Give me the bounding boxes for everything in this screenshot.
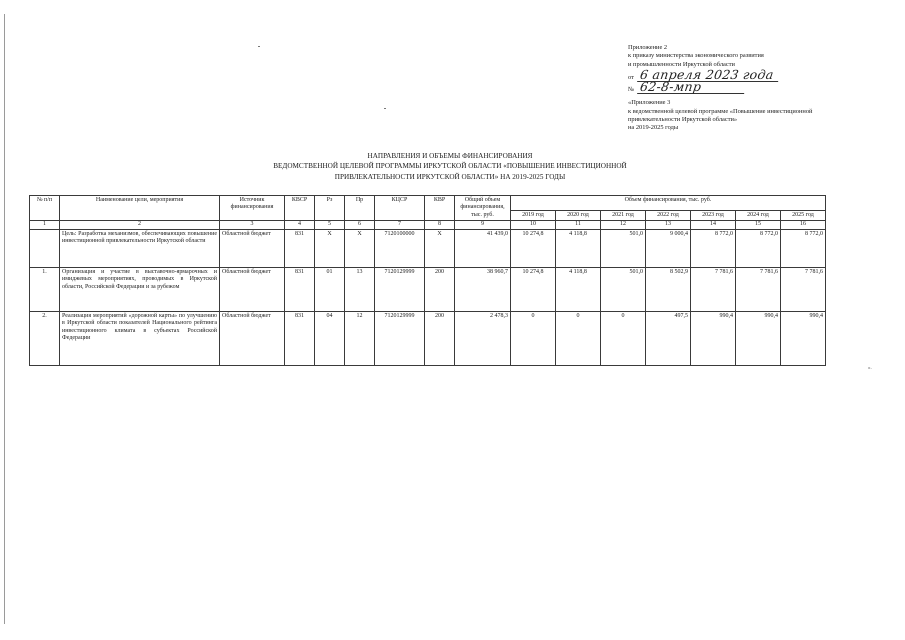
document-title <box>240 151 660 182</box>
table-row-goal <box>30 229 826 267</box>
row-year-value: 497,5 <box>646 311 691 365</box>
financing-table <box>29 195 826 366</box>
title-line: ПРИВЛЕКАТЕЛЬНОСТИ ИРКУТСКОЙ ОБЛАСТИ» НА 2019-2025 ГОДЫ <box>334 172 566 181</box>
scan-edge-line <box>4 14 5 624</box>
handwritten-number: 62-8-мпр <box>637 81 746 94</box>
column-number: 12 <box>601 221 646 229</box>
appendix-line: Приложение 2 <box>628 44 668 51</box>
title-line: ВЕДОМСТВЕННОЙ ЦЕЛЕВОЙ ПРОГРАММЫ ИРКУТСКОЙ ОБЛАСТИ «ПОВЫШЕНИЕ ИНВЕСТИЦИОННОЙ <box>273 162 627 171</box>
row-year-value: 4 118,8 <box>556 267 601 311</box>
header-kcsr: КЦСР <box>375 196 425 221</box>
header-year: 2025 год <box>781 211 826 221</box>
header-year: 2024 год <box>736 211 781 221</box>
column-number: 9 <box>455 221 511 229</box>
program-appendix-line: «Приложение 3 <box>628 99 671 107</box>
row-name: Реализация мероприятий «дорожной карты» по улучшению в Иркутской области показателей Национального рейтинга инвестиционного климата в субъектах Российской Федерации <box>60 311 220 365</box>
column-number-row <box>30 221 826 229</box>
row-pr: Х <box>345 229 375 267</box>
header-year: 2020 год <box>556 211 601 221</box>
table-header-row <box>30 196 826 211</box>
row-kcsr: 7120129999 <box>375 267 425 311</box>
row-pr: 12 <box>345 311 375 365</box>
row-kvsr: 831 <box>285 229 315 267</box>
appendix-line: к приказу министерства экономического развития <box>628 52 764 60</box>
row-kcsr: 7120129999 <box>375 311 425 365</box>
column-number: 11 <box>556 221 601 229</box>
row-year-value: 8 502,9 <box>646 267 691 311</box>
row-year-value: 501,0 <box>601 229 646 267</box>
row-pr: 13 <box>345 267 375 311</box>
closing-quote-mark: ». <box>868 366 872 371</box>
row-year-value: 990,4 <box>781 311 826 365</box>
column-number: 5 <box>315 221 345 229</box>
column-number: 4 <box>285 221 315 229</box>
row-kcsr: 7120100000 <box>375 229 425 267</box>
table-row-measure-2 <box>30 311 826 365</box>
row-year-value: 990,4 <box>691 311 736 365</box>
column-number: 2 <box>60 221 220 229</box>
header-name: Наименование цели, мероприятия <box>60 196 220 221</box>
header-pr: Пр <box>345 196 375 221</box>
row-kvsr: 831 <box>285 311 315 365</box>
header-source: Источник финансирования <box>220 196 285 221</box>
header-year: 2021 год <box>601 211 646 221</box>
header-num: № п/п <box>30 196 60 221</box>
column-number: 16 <box>781 221 826 229</box>
header-volume: Объем финансирования, тыс. руб. <box>511 196 826 211</box>
row-name: Организация и участие в выставочно-ярмарочных и имиджевых мероприятиях, проводимых в Иркутской области, Российской Федерации и за рубежом <box>60 267 220 311</box>
row-rz: Х <box>315 229 345 267</box>
column-number: 10 <box>511 221 556 229</box>
row-year-value: 990,4 <box>736 311 781 365</box>
column-number: 13 <box>646 221 691 229</box>
scan-speck <box>384 108 386 109</box>
column-number: 3 <box>220 221 285 229</box>
column-number: 14 <box>691 221 736 229</box>
header-total: Общий объем финансирования, тыс. руб. <box>455 196 511 221</box>
row-source: Областной бюджет <box>220 311 285 365</box>
order-number-label: № <box>628 85 635 93</box>
row-kvr: 200 <box>425 311 455 365</box>
scan-speck <box>258 46 260 47</box>
row-year-value: 0 <box>511 311 556 365</box>
row-source: Областной бюджет <box>220 267 285 311</box>
column-number: 1 <box>30 221 60 229</box>
row-year-value: 9 000,4 <box>646 229 691 267</box>
row-source: Областной бюджет <box>220 229 285 267</box>
column-number: 15 <box>736 221 781 229</box>
header-year: 2023 год <box>691 211 736 221</box>
row-num: 2. <box>30 311 60 365</box>
row-year-value: 8 772,0 <box>781 229 826 267</box>
row-year-value: 0 <box>601 311 646 365</box>
header-kvr: КВР <box>425 196 455 221</box>
program-appendix-line: к ведомственной целевой программе «Повышение инвестиционной <box>628 107 813 115</box>
row-year-value: 10 274,8 <box>511 267 556 311</box>
row-rz: 01 <box>315 267 345 311</box>
order-date-label: от <box>628 73 634 81</box>
row-year-value: 7 781,6 <box>736 267 781 311</box>
program-appendix-line: привлекательности Иркутской области» <box>628 116 738 124</box>
row-total: 38 960,7 <box>455 267 511 311</box>
header-year: 2019 год <box>511 211 556 221</box>
row-total: 2 478,3 <box>455 311 511 365</box>
row-year-value: 7 781,6 <box>691 267 736 311</box>
table-row-measure-1 <box>30 267 826 311</box>
row-num <box>30 229 60 267</box>
row-year-value: 7 781,6 <box>781 267 826 311</box>
row-year-value: 4 118,8 <box>556 229 601 267</box>
column-number: 7 <box>375 221 425 229</box>
row-rz: 04 <box>315 311 345 365</box>
row-kvr: Х <box>425 229 455 267</box>
row-year-value: 8 772,0 <box>736 229 781 267</box>
handwritten-date: 6 апреля 2023 года <box>637 69 780 82</box>
column-number: 6 <box>345 221 375 229</box>
row-total: 41 439,0 <box>455 229 511 267</box>
row-year-value: 501,0 <box>601 267 646 311</box>
row-kvsr: 831 <box>285 267 315 311</box>
header-rz: Рз <box>315 196 345 221</box>
appendix-line: и промышленности Иркутской области <box>628 60 735 68</box>
title-line: НАПРАВЛЕНИЯ И ОБЪЕМЫ ФИНАНСИРОВАНИЯ <box>367 152 533 160</box>
row-name: Цель: Разработка механизмов, обеспечивающих повышение инвестиционной привлекательности Иркутской области <box>60 229 220 267</box>
header-kvsr: КВСР <box>285 196 315 221</box>
row-year-value: 10 274,8 <box>511 229 556 267</box>
row-year-value: 8 772,0 <box>691 229 736 267</box>
row-kvr: 200 <box>425 267 455 311</box>
appendix-block <box>628 44 893 133</box>
row-year-value: 0 <box>556 311 601 365</box>
row-num: 1. <box>30 267 60 311</box>
order-number-row <box>628 81 893 93</box>
column-number: 8 <box>425 221 455 229</box>
header-year: 2022 год <box>646 211 691 221</box>
program-appendix-line: на 2019-2025 годы <box>628 124 679 132</box>
